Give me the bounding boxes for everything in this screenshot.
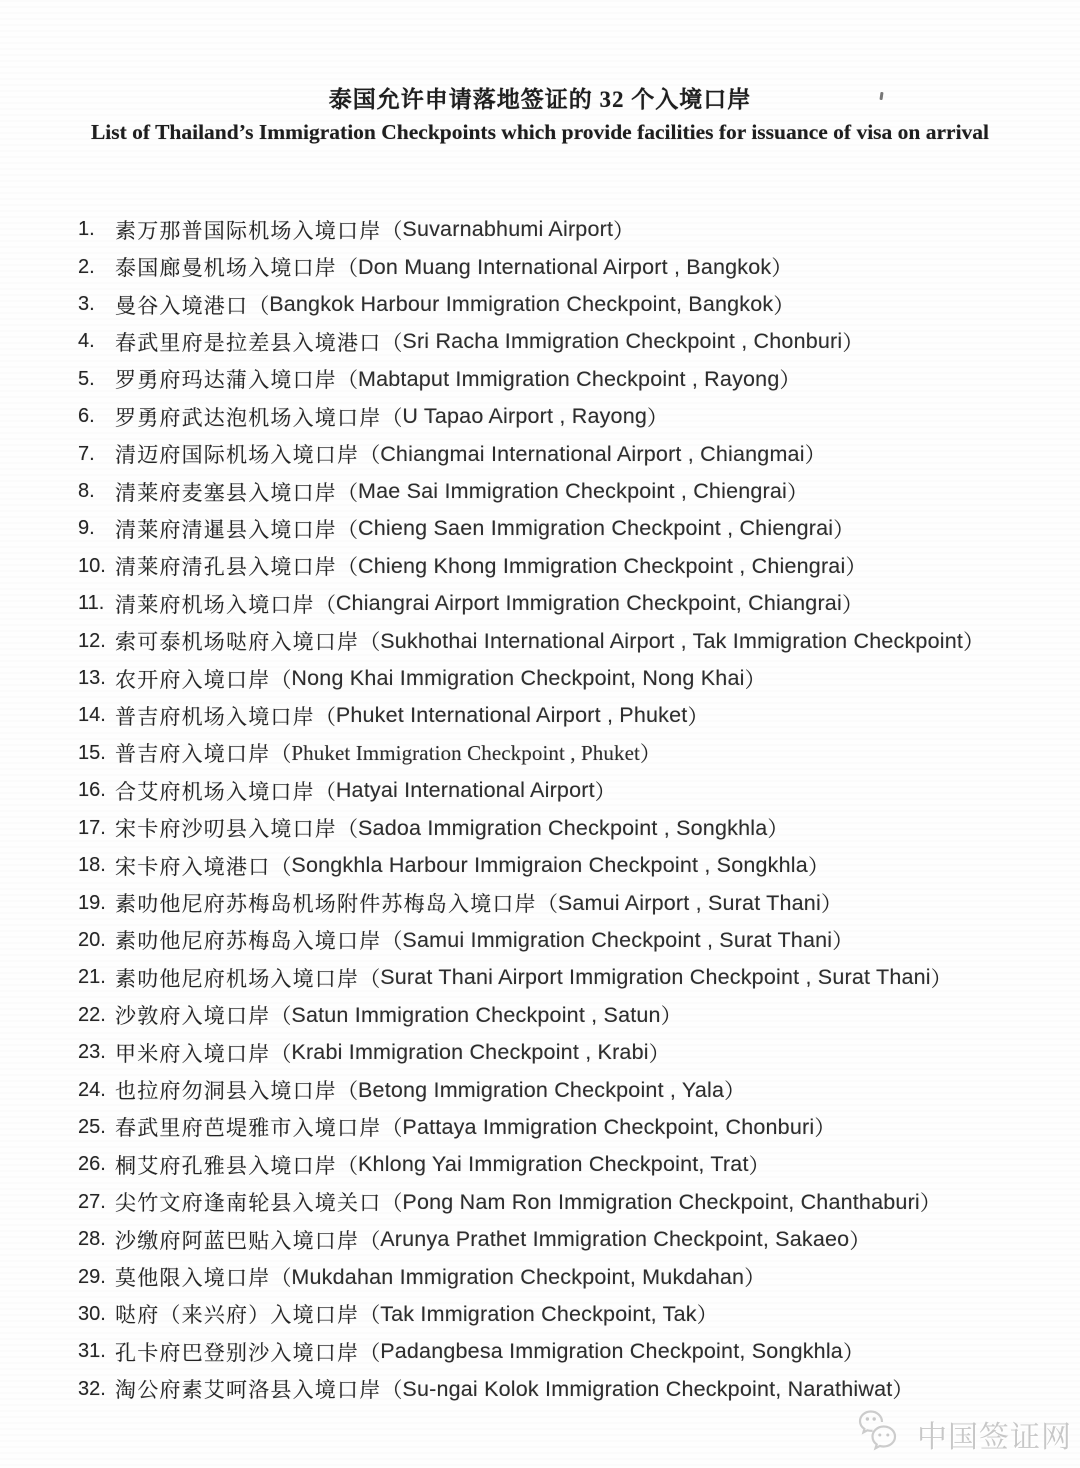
item-paren-open: （ xyxy=(381,1191,403,1216)
item-paren-close: ） xyxy=(833,517,855,542)
item-paren-close: ） xyxy=(773,293,795,318)
item-name-en: Hatyai International Airport xyxy=(335,778,595,803)
item-name-zh: 桐艾府孔雅县入境口岸 xyxy=(115,1153,337,1178)
item-name-en: Satun Immigration Checkpoint , Satun xyxy=(291,1002,661,1027)
item-number: 24. xyxy=(78,1078,106,1101)
item-paren-open: （ xyxy=(381,330,403,355)
item-paren-open: （ xyxy=(314,592,336,617)
item-name-en: Samui Immigration Checkpoint , Surat Thani xyxy=(402,927,833,952)
item-name-zh: 沙敦府入境口岸 xyxy=(115,1004,271,1029)
item-paren-open: （ xyxy=(359,1303,381,1328)
item-name-zh: 甲米府入境口岸 xyxy=(115,1041,271,1066)
item-paren-close: ） xyxy=(696,1303,718,1328)
item-number: 28. xyxy=(78,1228,106,1251)
item-paren-close: ） xyxy=(724,1079,746,1104)
item-number: 18. xyxy=(78,854,106,877)
item-name-en: Betong Immigration Checkpoint , Yala xyxy=(358,1077,725,1102)
item-name-en: Sukhothai International Airport , Tak Immigration Checkpoint xyxy=(380,628,964,653)
item-number: 27. xyxy=(78,1190,106,1213)
item-paren-open: （ xyxy=(270,1004,292,1029)
item-paren-open: （ xyxy=(270,742,292,767)
item-name-en: U Tapao Airport , Rayong xyxy=(402,404,648,429)
item-name-zh: 素叻他尼府苏梅岛入境口岸 xyxy=(115,929,382,954)
item-number: 23. xyxy=(78,1041,106,1064)
item-name-en: Suvarnabhumi Airport xyxy=(402,217,614,242)
list-item xyxy=(78,772,1070,809)
item-number: 30. xyxy=(78,1302,106,1325)
item-number: 21. xyxy=(78,966,106,989)
item-paren-open: （ xyxy=(337,555,358,580)
item-paren-open: （ xyxy=(359,966,381,991)
item-paren-close: ） xyxy=(648,1041,670,1066)
item-paren-close: ） xyxy=(842,330,864,355)
item-paren-open: （ xyxy=(381,218,403,243)
item-paren-open: （ xyxy=(381,929,403,954)
wechat-icon xyxy=(858,1408,910,1459)
item-name-zh: 哒府（来兴府）入境口岸 xyxy=(115,1303,360,1328)
list-item xyxy=(78,1109,1070,1146)
item-name-zh: 尖竹文府逢南轮县入境关口 xyxy=(115,1191,382,1216)
item-name-zh: 也拉府勿洞县入境口岸 xyxy=(115,1079,337,1104)
list-item xyxy=(78,361,1070,398)
item-paren-close: ） xyxy=(639,742,661,767)
item-name-en: Nong Khai Immigration Checkpoint, Nong Khai xyxy=(291,666,745,691)
list-item xyxy=(78,248,1070,285)
item-number: 29. xyxy=(78,1265,106,1288)
list-item xyxy=(78,548,1070,585)
item-name-zh: 罗勇府玛达蒲入境口岸 xyxy=(115,368,337,393)
item-name-zh: 普吉府机场入境口岸 xyxy=(115,704,315,729)
item-name-zh: 素万那普国际机场入境口岸 xyxy=(115,218,382,243)
item-paren-open: （ xyxy=(337,817,358,842)
item-paren-open: （ xyxy=(314,779,336,804)
item-number: 10. xyxy=(78,554,106,577)
item-number: 17. xyxy=(78,816,106,839)
item-name-zh: 合艾府机场入境口岸 xyxy=(115,779,315,804)
item-paren-open: （ xyxy=(337,517,358,542)
item-paren-close: ） xyxy=(687,704,709,729)
item-number: 32. xyxy=(78,1377,106,1400)
item-name-en: Pattaya Immigration Checkpoint, Chonburi xyxy=(402,1114,815,1139)
watermark-text: 中国签证网 xyxy=(917,1420,1072,1454)
item-paren-close: ） xyxy=(787,480,809,505)
item-paren-close: ） xyxy=(779,368,801,393)
item-number: 14. xyxy=(78,704,106,727)
item-paren-open: （ xyxy=(270,1266,292,1291)
list-item xyxy=(78,959,1070,996)
item-name-en: Arunya Prathet Immigration Checkpoint, Sakaeo xyxy=(380,1227,850,1252)
list-item xyxy=(78,398,1070,435)
list-item xyxy=(78,323,1070,360)
item-number: 13. xyxy=(78,667,106,690)
item-paren-close: ） xyxy=(807,854,829,879)
item-name-zh: 淘公府素艾呵洛县入境口岸 xyxy=(115,1378,382,1403)
item-name-en: Chiangrai Airport Immigration Checkpoint, Chiangrai xyxy=(335,591,842,616)
item-name-en: Padangbesa Immigration Checkpoint, Songkhla xyxy=(380,1339,843,1364)
item-name-zh: 春武里府是拉差县入境港口 xyxy=(115,330,382,355)
item-name-en: Su-ngai Kolok Immigration Checkpoint, Narathiwat xyxy=(402,1376,893,1401)
item-paren-open: （ xyxy=(381,405,403,430)
item-number: 9. xyxy=(78,517,95,540)
item-paren-open: （ xyxy=(337,480,358,505)
list-item xyxy=(78,997,1070,1034)
item-paren-open: （ xyxy=(248,293,270,318)
item-paren-open: （ xyxy=(359,443,381,468)
item-number: 8. xyxy=(78,480,95,503)
item-number: 11. xyxy=(78,592,105,615)
item-name-en: Pong Nam Ron Immigration Checkpoint, Chanthaburi xyxy=(402,1189,920,1214)
item-paren-close: ） xyxy=(892,1378,914,1403)
item-paren-open: （ xyxy=(270,854,292,879)
item-number: 26. xyxy=(78,1153,106,1176)
item-paren-close: ） xyxy=(963,630,985,655)
item-paren-open: （ xyxy=(337,368,358,393)
item-number: 19. xyxy=(78,891,106,914)
item-name-zh: 清莱府机场入境口岸 xyxy=(115,592,315,617)
item-name-zh: 泰国廊曼机场入境口岸 xyxy=(115,256,337,281)
item-paren-close: ） xyxy=(771,256,793,281)
item-paren-open: （ xyxy=(381,1378,403,1403)
item-name-en: Mae Sai Immigration Checkpoint , Chiengrai xyxy=(358,479,788,504)
item-name-zh: 春武里府芭堤雅市入境口岸 xyxy=(115,1116,382,1141)
item-name-zh: 素叻他尼府苏梅岛机场附件苏梅岛入境口岸 xyxy=(115,892,537,917)
item-name-en: Chieng Saen Immigration Checkpoint , Chiengrai xyxy=(358,516,834,541)
item-number: 20. xyxy=(78,928,106,951)
list-item xyxy=(78,211,1070,248)
item-paren-close: ） xyxy=(660,1004,682,1029)
item-name-zh: 宋卡府入境港口 xyxy=(115,854,271,879)
list-item xyxy=(78,1221,1070,1258)
item-paren-open: （ xyxy=(337,1079,358,1104)
item-name-zh: 宋卡府沙叨县入境口岸 xyxy=(115,817,337,842)
item-number: 3. xyxy=(78,293,95,316)
item-paren-open: （ xyxy=(359,1340,381,1365)
item-paren-close: ） xyxy=(820,892,842,917)
item-paren-open: （ xyxy=(359,630,381,655)
item-name-en: Mabtaput Immigration Checkpoint , Rayong xyxy=(358,366,780,391)
list-item xyxy=(78,286,1070,323)
item-paren-close: ） xyxy=(744,667,766,692)
item-number: 1. xyxy=(78,218,95,241)
item-name-en: Phuket Immigration Checkpoint , Phuket xyxy=(291,740,640,765)
list-item xyxy=(78,622,1070,659)
item-name-zh: 清莱府清暹县入境口岸 xyxy=(115,517,337,542)
item-name-en: Khlong Yai Immigration Checkpoint, Trat xyxy=(358,1152,749,1177)
item-number: 16. xyxy=(78,779,106,802)
item-paren-open: （ xyxy=(381,1116,403,1141)
item-name-zh: 孔卡府巴登别沙入境口岸 xyxy=(115,1340,360,1365)
item-name-zh: 素叻他尼府机场入境口岸 xyxy=(115,966,360,991)
item-name-en: Sri Racha Immigration Checkpoint , Chonburi xyxy=(402,329,843,354)
item-number: 5. xyxy=(78,367,95,390)
list-item xyxy=(78,735,1070,772)
list-item xyxy=(78,884,1070,921)
item-number: 4. xyxy=(78,330,95,353)
item-number: 7. xyxy=(78,442,95,465)
list-item xyxy=(78,1071,1070,1108)
item-name-zh: 曼谷入境港口 xyxy=(115,293,249,318)
item-name-zh: 农开府入境口岸 xyxy=(115,667,271,692)
item-paren-close: ） xyxy=(841,592,863,617)
item-name-en: Sadoa Immigration Checkpoint , Songkhla xyxy=(358,815,768,840)
checkpoint-list xyxy=(78,211,1070,1408)
list-item xyxy=(78,510,1070,547)
list-item xyxy=(78,1034,1070,1071)
item-name-zh: 清莱府清孔县入境口岸 xyxy=(115,555,337,580)
list-item xyxy=(78,1333,1070,1370)
item-paren-open: （ xyxy=(536,892,558,917)
item-name-en: Surat Thani Airport Immigration Checkpoint , Surat Thani xyxy=(380,965,931,990)
item-paren-close: ） xyxy=(613,218,635,243)
item-name-zh: 罗勇府武达泡机场入境口岸 xyxy=(115,405,382,430)
item-name-en: Mukdahan Immigration Checkpoint, Mukdahan xyxy=(291,1264,745,1289)
item-name-en: Tak Immigration Checkpoint, Tak xyxy=(380,1301,697,1326)
item-paren-close: ） xyxy=(744,1266,766,1291)
list-item xyxy=(78,1371,1070,1408)
page-title: 泰国允许申请落地签证的 32 个入境口岸 xyxy=(328,87,752,112)
item-name-zh: 索可泰机场哒府入境口岸 xyxy=(115,630,360,655)
item-paren-close: ） xyxy=(842,1340,864,1365)
item-name-zh: 普吉府入境口岸 xyxy=(115,742,271,767)
item-name-en: Krabi Immigration Checkpoint , Krabi xyxy=(291,1040,649,1065)
item-paren-close: ） xyxy=(748,1153,770,1178)
item-paren-open: （ xyxy=(337,1153,358,1178)
item-paren-open: （ xyxy=(359,1228,381,1253)
item-number: 15. xyxy=(78,741,106,764)
item-name-zh: 莫他限入境口岸 xyxy=(115,1266,271,1291)
list-item xyxy=(78,922,1070,959)
item-paren-close: ） xyxy=(594,779,616,804)
list-item xyxy=(78,1146,1070,1183)
item-name-en: Phuket International Airport , Phuket xyxy=(335,703,688,728)
list-item xyxy=(78,1296,1070,1333)
list-item xyxy=(78,810,1070,847)
watermark xyxy=(858,1408,1072,1459)
list-item xyxy=(78,697,1070,734)
list-item xyxy=(78,660,1070,697)
list-item xyxy=(78,1184,1070,1221)
list-item xyxy=(78,847,1070,884)
item-paren-close: ） xyxy=(849,1228,871,1253)
item-paren-close: ） xyxy=(804,443,826,468)
item-paren-close: ） xyxy=(845,555,867,580)
item-number: 2. xyxy=(78,255,95,278)
page-subtitle: List of Thailand’s Immigration Checkpoints which provide facilities for issuance of visa on arrival xyxy=(90,120,990,144)
list-item xyxy=(78,585,1070,622)
item-name-en: Don Muang International Airport , Bangkok xyxy=(358,254,772,279)
item-number: 22. xyxy=(78,1003,106,1026)
item-paren-close: ） xyxy=(814,1116,836,1141)
item-paren-open: （ xyxy=(337,256,358,281)
list-item xyxy=(78,1258,1070,1295)
item-name-zh: 清莱府麦塞县入境口岸 xyxy=(115,480,337,505)
list-item xyxy=(78,473,1070,510)
item-name-zh: 清迈府国际机场入境口岸 xyxy=(115,443,360,468)
item-name-en: Chieng Khong Immigration Checkpoint , Chiengrai xyxy=(358,553,846,578)
item-paren-close: ） xyxy=(919,1191,941,1216)
item-paren-close: ） xyxy=(767,817,789,842)
item-paren-close: ） xyxy=(832,929,854,954)
item-number: 25. xyxy=(78,1115,106,1138)
item-paren-open: （ xyxy=(270,667,292,692)
item-number: 12. xyxy=(78,629,106,652)
list-item xyxy=(78,435,1070,472)
item-name-en: Chiangmai International Airport , Chiangmai xyxy=(380,441,805,466)
item-name-en: Songkhla Harbour Immigraion Checkpoint , Songkhla xyxy=(291,853,808,878)
item-name-en: Bangkok Harbour Immigration Checkpoint, Bangkok xyxy=(269,292,774,317)
item-paren-open: （ xyxy=(270,1041,292,1066)
item-number: 31. xyxy=(78,1340,106,1363)
item-paren-open: （ xyxy=(314,704,336,729)
item-number: 6. xyxy=(78,405,95,428)
item-name-en: Samui Airport , Surat Thani xyxy=(557,890,821,915)
item-paren-close: ） xyxy=(930,966,952,991)
item-paren-close: ） xyxy=(647,405,669,430)
item-name-zh: 沙缴府阿蓝巴贴入境口岸 xyxy=(115,1228,360,1253)
